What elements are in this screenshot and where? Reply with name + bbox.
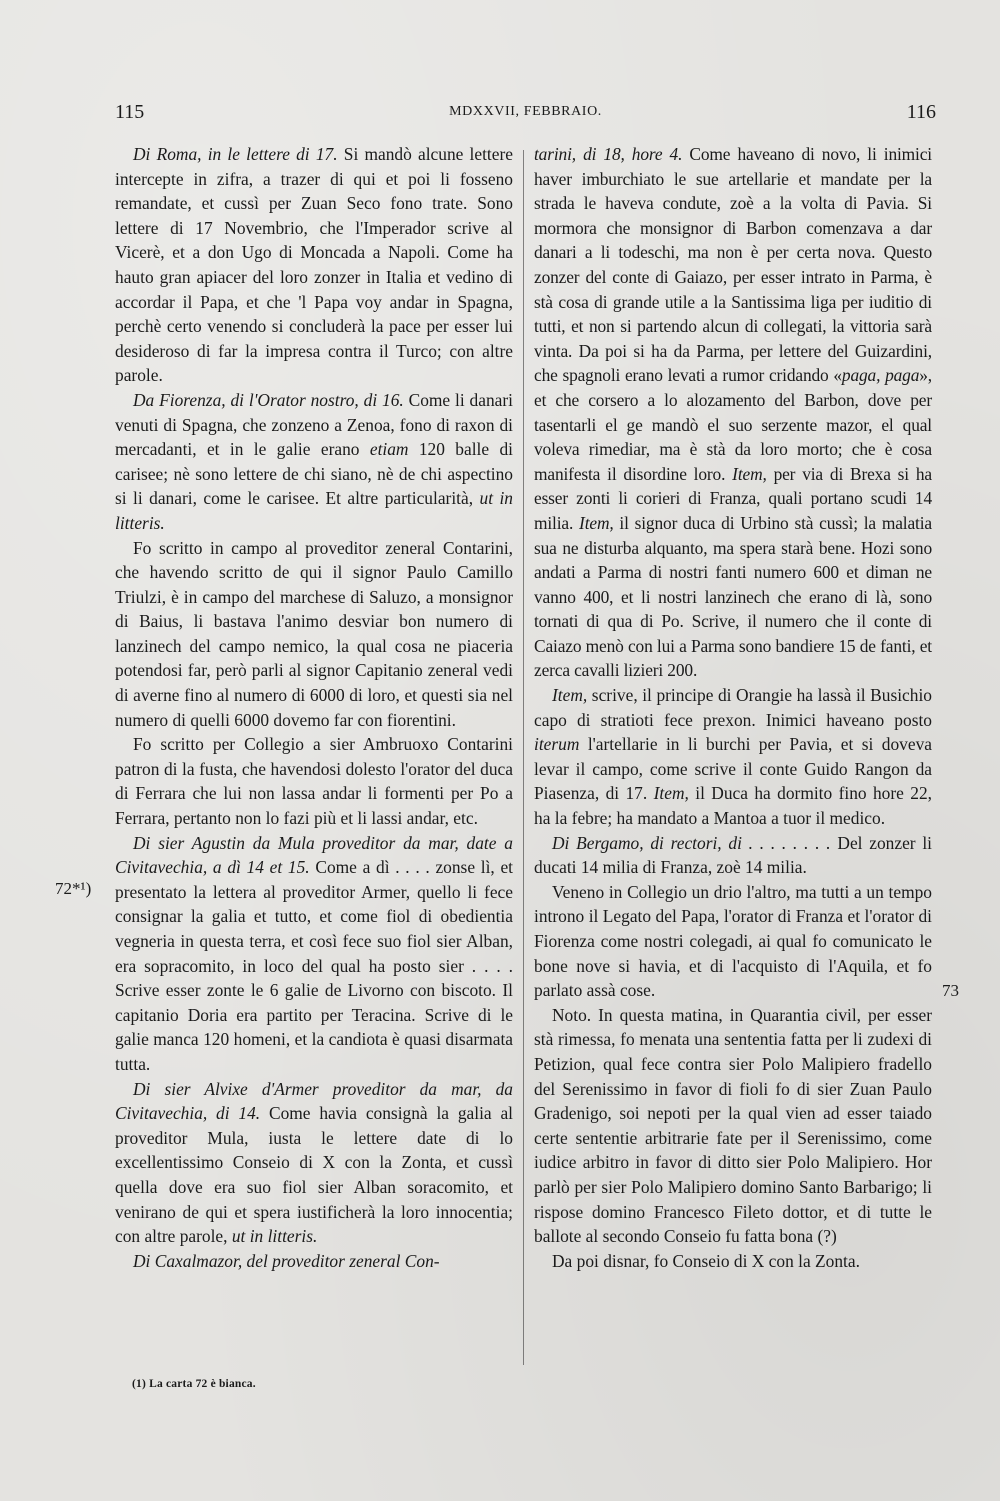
running-head: [115, 101, 936, 129]
margin-note-folio-73: 73: [942, 981, 959, 1000]
paragraph-heading: Di sier Agustin da Mula proveditor da mar, date a Civitavechia, a dì 14 et 15.: [115, 832, 513, 878]
paragraph: [115, 831, 513, 1077]
paragraph-text: Veneno in Collegio un drio l'altro, ma tutti a un tempo introno il Legato del Papa, l'orator di Franza et l'orator di Fiorenza come nostri colegadi, ai qual fo comunicato le bone nove si havia, et di l'acquisto di l'Aquila, et fo parlato assà cose.: [534, 881, 932, 1001]
paragraph: [534, 683, 932, 831]
paragraph-heading: Di Roma, in le lettere di 17.: [133, 144, 338, 164]
paragraph-heading: Item,: [552, 685, 588, 706]
left-column: [115, 142, 513, 1273]
paragraph-heading: Di Caxalmazor, del proveditor zeneral Con-: [133, 1250, 440, 1271]
paragraph: [115, 1077, 513, 1249]
paragraph-text: », et che corsero a lo alozamento del Barbon, dove per tasentarli el ge mandò el suo serzente mazor, el qual voleva rimediar, ma è stà da loro morto; che è cosa manifesta il disordine loro.: [534, 365, 933, 484]
running-title: MDXXVII, FEBBRAIO.: [449, 104, 602, 119]
right-column: [534, 142, 932, 1273]
paragraph-text: il signor duca di Urbino stà cussì; la malatia sua ne disturba alquanto, ma spera starà bene. Hozi sono andati a Parma di nostri fanti numero 600 et diman ne vanno 400, et li nostri lanzinech che erano di là, sono tornati di qua di Po. Scrive, il numero che il conte di Caiazo menò con lui a Parma sono bandiere 15 de fanti, et zerca cavalli lizieri 200.: [534, 512, 932, 681]
footnote: (1) La carta 72 è bianca.: [132, 1378, 256, 1390]
paragraph-text: Fo scritto in campo al proveditor zeneral Contarini, che havendo scritto de qui il signor Paulo Camillo Triulzi, è in campo del marchese di Saluzo, a monsignor di Baius, li bastava l'animo desviar bon numero di lanzinech del campo nemico, la qual cosa ne piaceria potendosi far, però parli al signor Capitanio zeneral vedi di averne fino al numero di 6000 di loro, et questi sia nel numero di quelli 6000 dovemo far con fiorentini.: [115, 537, 513, 730]
paragraph-text: l'artellarie in li burchi per Pavia, et si doveva levar il campo, come scrive il conte Guido Rangon da Piasenza, di 17.: [534, 734, 932, 804]
paragraph: [115, 1249, 513, 1274]
paragraph-text: Si mandò alcune lettere intercepte in zifra, a trazer di qui et poi li fosseno remandate, et cussì per Zuan Seco fono trate. Sono lettere di 17 Novembrio, che l'Imperador scrive al Vicerè, et a don Ugo di Moncada a Napoli. Come ha hauto gran apiacer del loro zonzer in Italia et vedino di accordar il Papa, et che 'l Papa voy andar in Spagna, perchè certo venendo si concluderà la pace per esser lui desideroso di far la impresa contra il Turco; con altre parole.: [115, 144, 513, 386]
paragraph: [115, 142, 513, 388]
paragraph: [115, 732, 513, 830]
margin-note-folio-72: 72*¹): [55, 879, 92, 898]
paragraph-emphasis: ut in litteris.: [227, 1226, 318, 1247]
paragraph: [534, 831, 932, 880]
paragraph-emphasis: Item,: [725, 463, 767, 484]
paragraph-text: Come havia consignà la galia al proveditor Mula, iusta le lettere date di lo excellentissimo Conseio di X con la Zonta, et cussì quella dove era suo fiol sier Alban soracomito, et venirano de qui et spera iustificherà la loro innocentia; con altre parole,: [115, 1103, 513, 1247]
paragraph-text: Noto. In questa matina, in Quarantia civil, per esser stà rimessa, fo menata una sententia fatta per li zudexi di Petizion, qual fece contra sier Polo Malipiero fradello del Serenissimo in favor di fioli fo di sier Zuan Paulo Gradenigo, soi nepoti per la qual vien ad esser taiado certe sententie arbitrarie fate per il Serenissimo, come iudice arbitro in favor di ditto sier Polo Malipiero. Hor parlò per sier Polo Malipiero domino Santo Barbarigo; li rispose domino Francesco Fileto dottor, et di tutte le ballote al secondo Conseio fu fatta bona (?): [534, 1004, 932, 1247]
paragraph-heading: tarini, di 18, hore 4.: [534, 144, 683, 164]
paragraph-emphasis: iterum: [534, 734, 580, 755]
paragraph-emphasis: Item,: [647, 783, 689, 804]
paragraph-emphasis: ut in litteris.: [115, 488, 514, 533]
paragraph-text: Come haveano di novo, li inimici haver imburchiato le sue artellarie et mandate per la strada le haveva condute, zoè a la volta di Pavia. Si mormora che monsignor di Barbon comenzava a dar danari a li todeschi, ma non è per certa nova. Questo zonzer del conte di Gaiazo, per esser intrato in Parma, è stà cosa di grande utile a la Santissima liga per iuditio di tutti, et non si partendo alcun di collegati, la vittoria sarà vinta. Da poi si ha da Parma, per lettere del Guizardini, che spagnoli erano levati a rumor cridando «: [534, 144, 932, 386]
paragraph-text: per via di Brexa si ha esser zonti li corieri di Franza, quali portano scudi 14 milia.: [534, 463, 932, 533]
paragraph-heading: Di sier Alvixe d'Armer proveditor da mar, da Civitavechia, di 14.: [115, 1078, 513, 1124]
paragraph: [534, 142, 932, 683]
page-number-left: 115: [115, 101, 145, 123]
paragraph-text: Fo scritto per Collegio a sier Ambruoxo Contarini patron di la fusta, che havendosi dolesto l'orator del duca di Ferrara che lui non lassa andar li formenti per Po a Ferrara, pertanto non lo fazi più et li lassi andar, etc.: [115, 734, 513, 829]
paragraph-heading: Di Bergamo, di rectori, di . . . . . . . .: [552, 832, 831, 853]
paragraph: [115, 388, 513, 536]
paragraph-text: 120 balle di carisee; nè sono lettere de chi siano, nè de chi aspectino si li danari, come le carisee. Et altre particularità,: [115, 439, 513, 509]
paragraph-emphasis: Item,: [573, 512, 614, 533]
paragraph-emphasis: paga, paga: [841, 365, 920, 386]
paragraph-heading: Da Fiorenza, di l'Orator nostro, di 16.: [133, 389, 404, 410]
paragraph: [534, 1249, 932, 1274]
paragraph: [534, 1003, 932, 1249]
paragraph-text: il Duca ha dormito fino hore 22, ha la febre; ha mandato a Mantoa a tuor il medico.: [534, 783, 932, 829]
column-rule: [523, 150, 524, 1365]
paragraph-text: Del zonzer li ducati 14 milia di Franza, zoè 14 milia.: [534, 832, 933, 878]
paragraph-text: Come a dì . . . . zonse lì, et presentato la lettera al proveditor Armer, quello li fece consignar la galia et tutto, et come fiol di obedientia vegneria in questa terra, et così fece suo fiol sier Alban, era sopracomito, in loco del qual ha posto sier . . . . Scrive esser zonte le 6 galie de Livorno con biscoto. Il capitanio Doria era partito per Teracina. Scrive di le galie manca 120 homeni, et la candiota è quasi disarmata tutta.: [115, 857, 514, 1074]
paragraph-text: Come li danari venuti di Spagna, che zonzeno a Zenoa, fono di raxon di mercadanti, et in le galie erano: [115, 389, 513, 460]
paragraph: [115, 536, 513, 733]
paragraph-text: scrive, il principe di Orangie ha lassà il Busichio capo di stratioti fece prexon. Inimici haveano posto: [534, 685, 932, 730]
paragraph-emphasis: etiam: [369, 439, 409, 460]
page-number-right: 116: [906, 101, 936, 123]
paragraph: [534, 880, 932, 1003]
paragraph-text: Da poi disnar, fo Conseio di X con la Zonta.: [552, 1250, 860, 1271]
